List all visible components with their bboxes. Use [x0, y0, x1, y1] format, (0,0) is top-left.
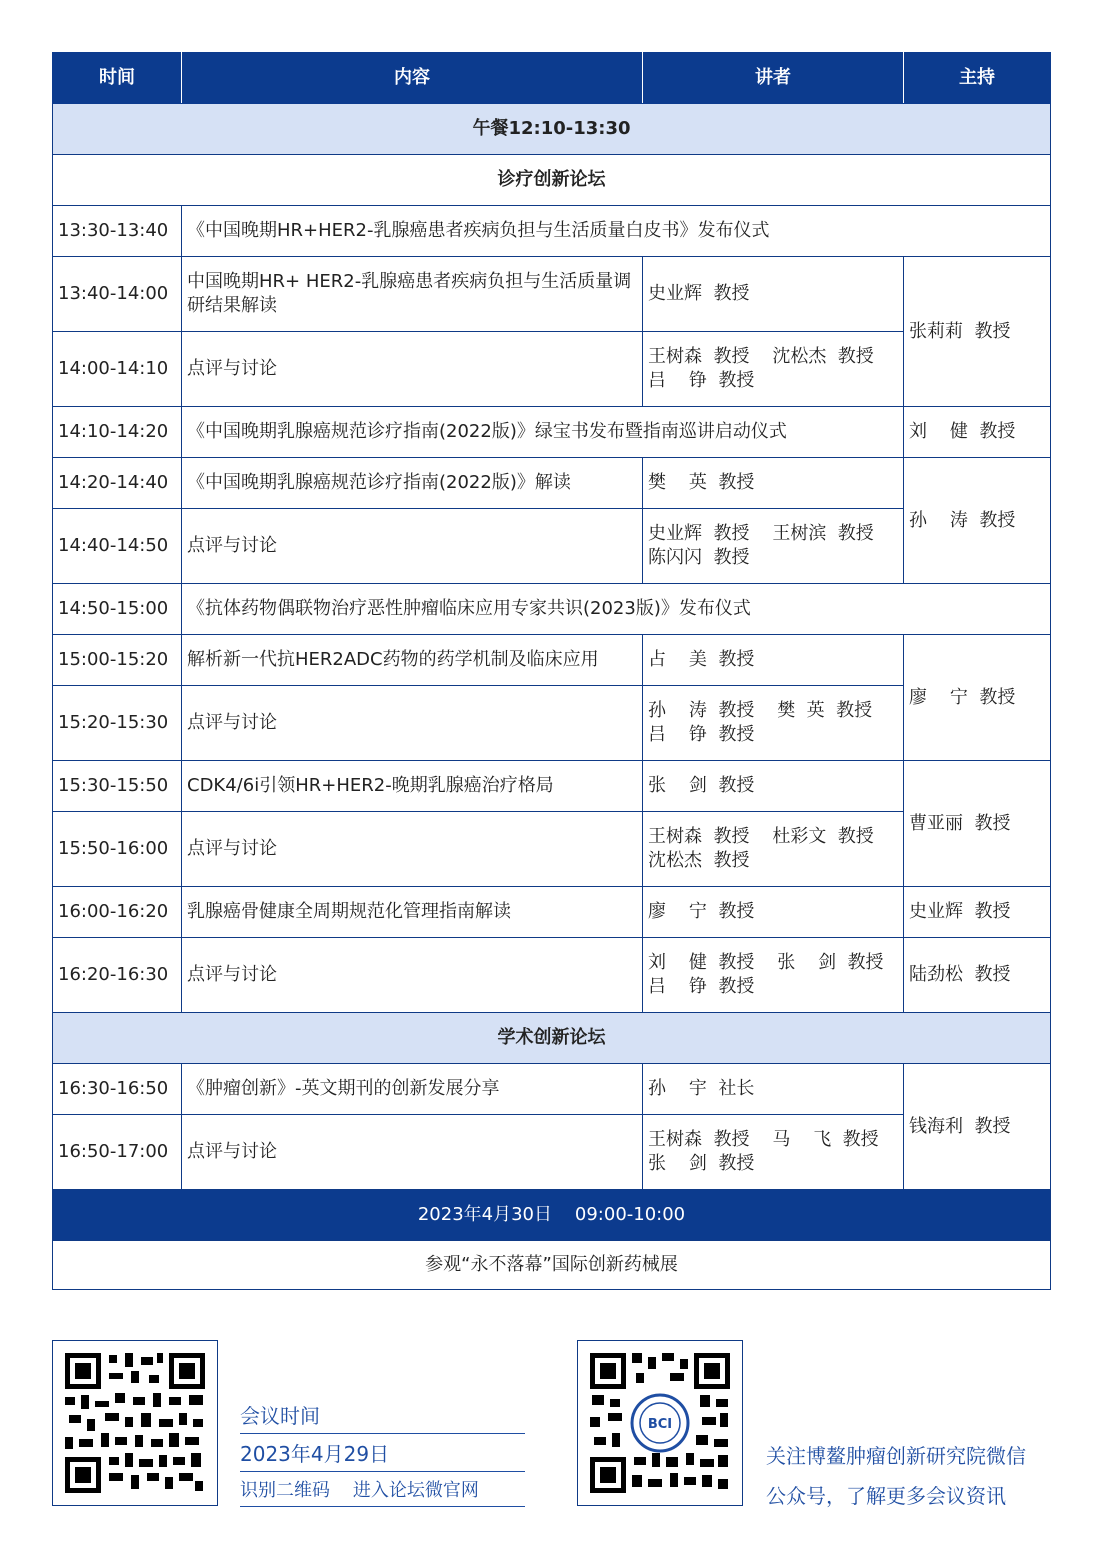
header-row — [53, 53, 1051, 104]
follow-text-line2: 公众号，了解更多会议资讯 — [766, 1484, 1006, 1508]
table-row — [53, 257, 1051, 332]
table-row — [53, 584, 1051, 635]
expo-row — [53, 1241, 1051, 1290]
session-host: 曹亚丽 教授 — [904, 761, 1051, 887]
session-time: 16:50-17:00 — [53, 1115, 182, 1190]
session-speaker: 史业辉 教授 王树滨 教授 陈闪闪 教授 — [643, 509, 904, 584]
table-row — [53, 686, 1051, 761]
table-row — [53, 458, 1051, 509]
table-row — [53, 938, 1051, 1013]
header-host: 主持 — [904, 53, 1051, 104]
session-speaker: 孙 宇 社长 — [643, 1064, 904, 1115]
forum-title: 学术创新论坛 — [53, 1013, 1051, 1064]
session-time: 15:30-15:50 — [53, 761, 182, 812]
session-host: 孙 涛 教授 — [904, 458, 1051, 584]
session-content: 点评与讨论 — [182, 1115, 643, 1190]
session-speaker: 占 美 教授 — [643, 635, 904, 686]
table-row — [53, 761, 1051, 812]
session-content: 中国晚期HR+ HER2-乳腺癌患者疾病负担与生活质量调研结果解读 — [182, 257, 643, 332]
session-speaker: 樊 英 教授 — [643, 458, 904, 509]
session-host: 钱海利 教授 — [904, 1064, 1051, 1190]
session-time: 16:20-16:30 — [53, 938, 182, 1013]
session-host: 史业辉 教授 — [904, 887, 1051, 938]
session-speaker: 刘 健 教授 张 剑 教授 吕 铮 教授 — [643, 938, 904, 1013]
session-host: 陆劲松 教授 — [904, 938, 1051, 1013]
session-host: 廖 宁 教授 — [904, 635, 1051, 761]
session-time: 16:00-16:20 — [53, 887, 182, 938]
session-time: 14:00-14:10 — [53, 332, 182, 407]
meeting-date: 2023年4月29日 — [240, 1438, 525, 1472]
scan-instruction: 识别二维码 进入论坛微官网 — [240, 1476, 525, 1507]
session-host: 刘 健 教授 — [904, 407, 1051, 458]
table-row — [53, 1064, 1051, 1115]
table-row — [53, 407, 1051, 458]
session-speaker: 王树森 教授 马 飞 教授 张 剑 教授 — [643, 1115, 904, 1190]
meeting-time-label: 会议时间 — [240, 1400, 525, 1434]
session-content: 解析新一代抗HER2ADC药物的药学机制及临床应用 — [182, 635, 643, 686]
session-time: 14:20-14:40 — [53, 458, 182, 509]
session-time: 14:10-14:20 — [53, 407, 182, 458]
session-speaker: 王树森 教授 杜彩文 教授 沈松杰 教授 — [643, 812, 904, 887]
table-row — [53, 206, 1051, 257]
session-time: 15:20-15:30 — [53, 686, 182, 761]
session-time: 13:40-14:00 — [53, 257, 182, 332]
session-content: 《抗体药物偶联物治疗恶性肿瘤临床应用专家共识(2023版)》发布仪式 — [182, 584, 1051, 635]
session-time: 14:50-15:00 — [53, 584, 182, 635]
wechat-qr-code[interactable] — [577, 1340, 743, 1506]
session-time: 13:30-13:40 — [53, 206, 182, 257]
session-host: 张莉莉 教授 — [904, 257, 1051, 407]
bci-logo: BCI — [647, 1417, 673, 1432]
day2-row — [53, 1190, 1051, 1241]
session-content: 《中国晚期乳腺癌规范诊疗指南(2022版)》绿宝书发布暨指南巡讲启动仪式 — [182, 407, 904, 458]
qr-code-icon — [65, 1353, 205, 1493]
session-content: 《中国晚期乳腺癌规范诊疗指南(2022版)》解读 — [182, 458, 643, 509]
forum-qr-code[interactable] — [52, 1340, 218, 1506]
session-speaker: 孙 涛 教授 樊 英 教授 吕 铮 教授 — [643, 686, 904, 761]
session-content: 点评与讨论 — [182, 686, 643, 761]
table-row — [53, 887, 1051, 938]
forum-title: 诊疗创新论坛 — [53, 155, 1051, 206]
day2-date: 2023年4月30日 09:00-10:00 — [53, 1190, 1051, 1241]
table-row — [53, 1115, 1051, 1190]
session-speaker: 王树森 教授 沈松杰 教授 吕 铮 教授 — [643, 332, 904, 407]
header-content: 内容 — [182, 53, 643, 104]
session-time: 15:50-16:00 — [53, 812, 182, 887]
table-row — [53, 332, 1051, 407]
session-time: 14:40-14:50 — [53, 509, 182, 584]
table-row — [53, 509, 1051, 584]
agenda-table — [52, 52, 1051, 1290]
session-content: 《中国晚期HR+HER2-乳腺癌患者疾病负担与生活质量白皮书》发布仪式 — [182, 206, 1051, 257]
session-content: 乳腺癌骨健康全周期规范化管理指南解读 — [182, 887, 643, 938]
forum-title-row — [53, 1013, 1051, 1064]
forum-title-row — [53, 155, 1051, 206]
expo-label: 参观“永不落幕”国际创新药械展 — [53, 1241, 1051, 1290]
table-row — [53, 812, 1051, 887]
table-row — [53, 635, 1051, 686]
session-speaker: 张 剑 教授 — [643, 761, 904, 812]
header-speaker: 讲者 — [643, 53, 904, 104]
session-content: 点评与讨论 — [182, 938, 643, 1013]
session-content: 点评与讨论 — [182, 332, 643, 407]
session-time: 16:30-16:50 — [53, 1064, 182, 1115]
session-content: CDK4/6i引领HR+HER2-晚期乳腺癌治疗格局 — [182, 761, 643, 812]
lunch-label: 午餐12:10-13:30 — [53, 104, 1051, 155]
follow-text-line1: 关注博鳌肿瘤创新研究院微信 — [766, 1444, 1026, 1468]
header-time: 时间 — [53, 53, 182, 104]
lunch-row — [53, 104, 1051, 155]
session-content: 点评与讨论 — [182, 509, 643, 584]
session-content: 点评与讨论 — [182, 812, 643, 887]
qr-code-icon — [590, 1353, 730, 1493]
session-speaker: 廖 宁 教授 — [643, 887, 904, 938]
session-speaker: 史业辉 教授 — [643, 257, 904, 332]
session-content: 《肿瘤创新》-英文期刊的创新发展分享 — [182, 1064, 643, 1115]
session-time: 15:00-15:20 — [53, 635, 182, 686]
